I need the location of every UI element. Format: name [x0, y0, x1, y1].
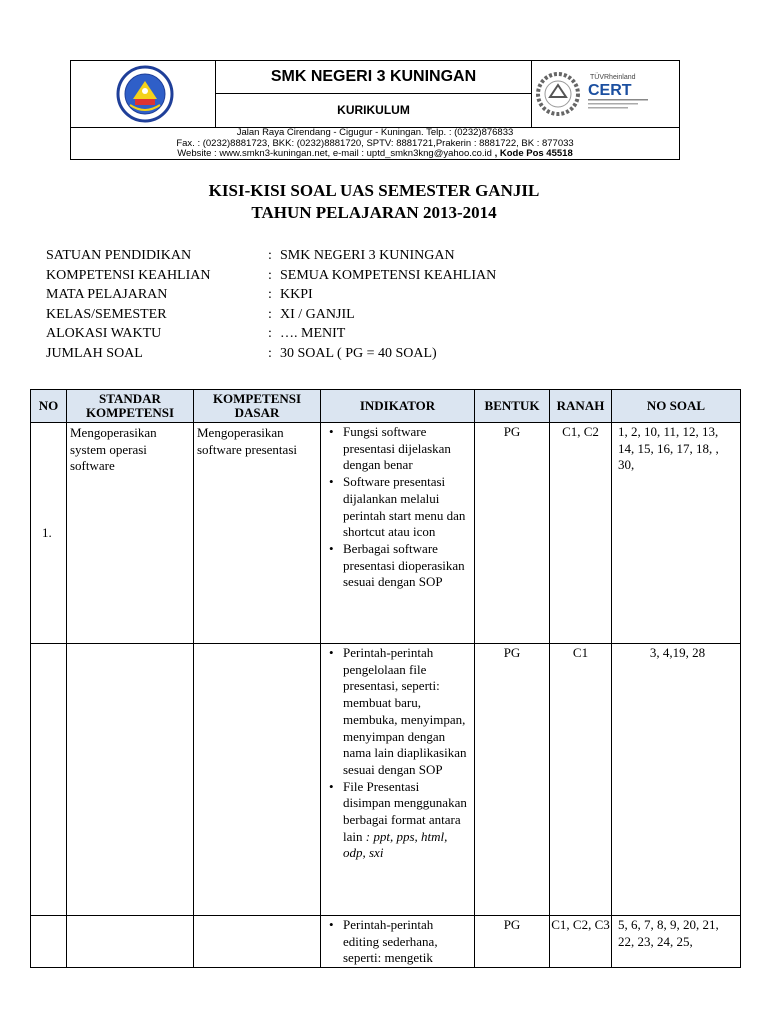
header-sk-line-2: KOMPETENSI — [85, 405, 175, 420]
header-indikator: INDIKATOR — [321, 390, 475, 423]
info-label: KELAS/SEMESTER — [46, 306, 167, 322]
table-row — [31, 916, 741, 968]
info-label: JUMLAH SOAL — [46, 345, 143, 361]
no-soal-cell: 3, 4,19, 28 — [612, 644, 741, 916]
info-colon: : — [268, 326, 272, 341]
list-item: • Perintah-perintah editing sederhana, seperti: mengetik — [343, 917, 470, 967]
title-line-1: KISI-KISI SOAL UAS SEMESTER GANJIL — [208, 181, 540, 200]
list-item — [343, 779, 470, 863]
header-bentuk: BENTUK — [475, 390, 550, 423]
list-item: • Fungsi software presentasi dijelaskan dengan benar — [343, 424, 470, 474]
indikator-list — [321, 917, 474, 967]
info-label: MATA PELAJARAN — [46, 287, 168, 302]
header-no: NO — [31, 390, 67, 423]
school-logo-icon — [116, 65, 174, 123]
header-no-soal: NO SOAL — [612, 390, 741, 423]
no-soal-cell: 1, 2, 10, 11, 12, 13, 14, 15, 16, 17, 18, , 30, — [612, 423, 741, 644]
document-title — [0, 180, 748, 224]
bentuk-cell: PG — [475, 916, 550, 968]
indikator-cell — [321, 423, 475, 644]
address-line-3 — [71, 149, 679, 160]
info-value: SEMUA KOMPETENSI KEAHLIAN — [280, 267, 497, 283]
list-item: • Perintah-perintah pengelolaan file presentasi, seperti: membuat baru, membuka, menyimpan, menyimpan dengan nama lain diaplikasikan sesuai dengan SOP — [343, 645, 470, 779]
school-logo-cell — [71, 61, 216, 127]
table-header-row — [31, 390, 741, 423]
letterhead — [70, 60, 680, 160]
info-label: SATUAN PENDIDIKAN — [46, 248, 192, 263]
kompetensi-dasar-cell — [194, 644, 321, 916]
header-kd-line-1: KOMPETENSI — [212, 391, 302, 406]
info-colon: : — [268, 248, 272, 263]
standar-kompetensi-cell — [67, 644, 194, 916]
kompetensi-dasar-cell — [194, 916, 321, 968]
list-item-text: File Presentasi disimpan menggunakan berbagai format antara lain — [343, 778, 467, 844]
info-colon: : — [268, 306, 272, 322]
kisi-kisi-table — [30, 389, 741, 968]
school-name: SMK NEGERI 3 KUNINGAN — [216, 61, 531, 94]
list-item: • Berbagai software presentasi dioperasikan sesuai dengan SOP — [343, 541, 470, 591]
table-row — [31, 423, 741, 644]
info-value: KKPI — [280, 287, 313, 302]
address-line-3-text: Website : www.smkn3-kuningan.net, e-mail : uptd_smkn3kng@yahoo.co.id — [177, 148, 492, 159]
info-value: SMK NEGERI 3 KUNINGAN — [280, 248, 455, 263]
iso-certification-icon — [535, 65, 675, 123]
postal-code: , Kode Pos 45518 — [491, 148, 573, 159]
no-soal-cell: 5, 6, 7, 8, 9, 20, 21, 22, 23, 24, 25, — [612, 916, 741, 968]
school-address — [71, 127, 679, 160]
header-kd-line-2: DASAR — [234, 405, 280, 420]
title-line-2: TAHUN PELAJARAN 2013-2014 — [251, 203, 497, 222]
standar-kompetensi-cell: Mengoperasikan system operasi software — [67, 423, 194, 644]
info-value: XI / GANJIL — [280, 306, 355, 322]
header-kompetensi-dasar — [194, 390, 321, 423]
info-value: …. MENIT — [280, 326, 346, 341]
department-label: KURIKULUM — [337, 103, 410, 117]
header-standar-kompetensi — [67, 390, 194, 423]
bentuk-cell: PG — [475, 423, 550, 644]
address-line-1: Jalan Raya Cirendang - Cigugur - Kuningan. Telp. : (0232)876833 — [236, 127, 514, 138]
row-number — [31, 916, 67, 968]
bentuk-cell: PG — [475, 644, 550, 916]
ranah-cell: C1 — [550, 644, 612, 916]
indikator-cell — [321, 916, 475, 968]
indikator-cell — [321, 644, 475, 916]
info-value: 30 SOAL ( PG = 40 SOAL) — [280, 345, 437, 361]
table-row — [31, 644, 741, 916]
header-ranah: RANAH — [550, 390, 612, 423]
info-colon: : — [268, 267, 272, 283]
list-item: • Software presentasi dijalankan melalui perintah start menu dan shortcut atau icon — [343, 474, 470, 541]
kompetensi-dasar-cell: Mengoperasikan software presentasi — [194, 423, 321, 644]
address-line-2: Fax. : (0232)8881723, BKK: (0232)8881720, SPTV: 8881721,Prakerin : 8881722, BK : 877033 — [176, 137, 574, 149]
row-number: 1. — [31, 423, 67, 644]
ranah-cell: C1, C2, C3 — [550, 916, 612, 968]
header-sk-line-1: STANDAR — [99, 391, 161, 406]
certification-cell — [531, 61, 680, 127]
ranah-cell: C1, C2 — [550, 423, 612, 644]
cert-label-text: CERT — [588, 82, 632, 99]
cert-brand-text: TÜVRheinland — [590, 74, 636, 81]
indikator-list — [321, 645, 474, 862]
info-label: KOMPETENSI KEAHLIAN — [46, 267, 211, 283]
row-number — [31, 644, 67, 916]
info-colon: : — [268, 345, 272, 361]
info-colon: : — [268, 287, 272, 302]
format-list-text: : ppt, pps, html, odp, sxi — [343, 828, 448, 861]
indikator-list — [321, 424, 474, 591]
info-label: ALOKASI WAKTU — [46, 326, 162, 341]
standar-kompetensi-cell — [67, 916, 194, 968]
